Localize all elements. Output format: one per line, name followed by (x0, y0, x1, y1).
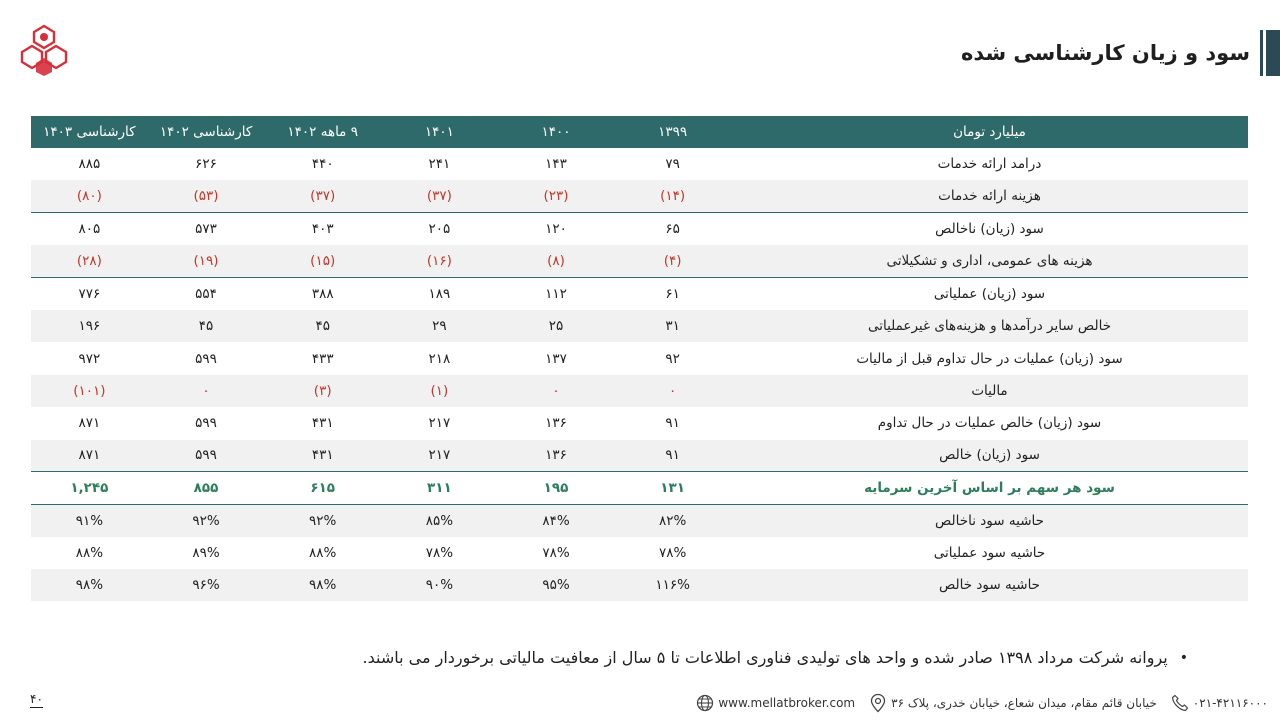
cell: ۷۸% (542, 544, 570, 561)
cell: ۹۱ (614, 440, 731, 472)
header-1399: ۱۳۹۹ (658, 124, 688, 140)
cell: (۱۴) (614, 180, 731, 212)
cell: ۸۷۱ (78, 415, 101, 432)
footnote-text: پروانه شرکت مرداد ۱۳۹۸ صادر شده و واحد های تولیدی فناوری اطلاعات تا ۵ سال از معافیت مالیاتی برخوردار می باشند. (362, 648, 1168, 667)
cell: (۳۷) (381, 180, 498, 212)
table-row (31, 148, 1248, 180)
cell: ۱,۲۴۵ (31, 472, 148, 504)
cell: ۱۳۶ (498, 440, 615, 472)
cell: ۳۱ (665, 318, 680, 335)
cell: ۹۸% (309, 577, 337, 594)
cell: (۲۳) (498, 180, 615, 212)
cell: ۱۳۱ (614, 472, 731, 504)
cell: ۳۸۸ (311, 286, 334, 302)
row-label: سود (زیان) خالص (731, 440, 1248, 472)
row-label: سود (زیان) عملیات در حال تداوم قبل از مالیات (856, 350, 1123, 367)
row-label: درامد ارائه خدمات (937, 156, 1042, 173)
table-row (31, 375, 1248, 407)
row-label: سود (زیان) خالص عملیات در حال تداوم (877, 415, 1102, 432)
cell: ۶۵ (665, 221, 680, 238)
cell: (۲۸) (31, 245, 148, 277)
row-label: هزینه ارائه خدمات (731, 180, 1248, 212)
cell: ۹۷۲ (78, 350, 101, 367)
cell: ۷۸% (659, 544, 687, 561)
cell: ۱۴۳ (545, 156, 567, 173)
cell: ۷۹ (665, 156, 680, 173)
phone-item (1171, 694, 1268, 712)
website-link[interactable]: www.mellatbroker.com (718, 696, 856, 710)
table-row (31, 310, 1248, 342)
cell: (۳) (313, 382, 332, 399)
cell: ۵۹۹ (195, 415, 217, 432)
header-est-1402: کارشناسی ۱۴۰۲ (159, 124, 253, 140)
footnote (363, 648, 1189, 667)
cell: ۱۱۶% (655, 577, 690, 594)
cell: ۸۲% (659, 512, 687, 529)
cell: ۸۸۵ (78, 156, 101, 173)
cell: ۲۵ (548, 318, 564, 335)
cell: ۴۵ (315, 318, 330, 335)
page-title: سود و زیان کارشناسی شده (960, 41, 1250, 65)
cell: ۴۴۰ (311, 156, 334, 173)
cell: (۳۷) (264, 180, 381, 212)
address-item (869, 693, 1157, 713)
cell: ۸۴% (542, 512, 570, 529)
cell: ۰ (202, 382, 210, 399)
profit-loss-table (31, 116, 1248, 601)
cell: ۵۹۹ (148, 440, 265, 472)
cell: ۸۵% (425, 512, 454, 529)
cell: ۲۱۷ (381, 440, 498, 472)
cell: ۱۲۰ (545, 221, 567, 238)
cell: ۸۰۵ (78, 221, 101, 238)
cell: (۵۳) (148, 180, 265, 212)
cell: ۶۱۵ (264, 472, 381, 504)
cell: ۸۸% (75, 544, 104, 561)
cell: ۷۷۶ (78, 286, 101, 302)
title-block (961, 30, 1280, 76)
table-row (31, 407, 1248, 439)
table-row (31, 180, 1248, 212)
cell: ۴۰۳ (311, 221, 334, 238)
cell: ۱۳۶ (545, 415, 567, 432)
cell: ۲۱۸ (428, 350, 451, 367)
cell: ۹۲ (665, 350, 680, 367)
cell: ۱۱۲ (545, 286, 567, 302)
cell: ۹۲% (192, 512, 220, 529)
cell: (۱۶) (381, 245, 498, 277)
table-row (31, 504, 1248, 536)
cell: ۰ (552, 382, 560, 399)
cell: ۲۱۷ (428, 415, 451, 432)
header-1401: ۱۴۰۱ (424, 124, 454, 140)
row-label: سود (زیان) عملیاتی (933, 286, 1046, 302)
cell: ۰ (669, 382, 677, 399)
globe-icon (696, 694, 714, 712)
cell: ۸۷۱ (31, 440, 148, 472)
row-label: حاشیه سود عملیاتی (933, 544, 1046, 561)
cell: ۱۸۹ (428, 286, 451, 302)
cell: ۳۱۱ (381, 472, 498, 504)
table-row (31, 342, 1248, 374)
cell: ۱۹۵ (498, 472, 615, 504)
header-unit: میلیارد تومان (953, 124, 1026, 140)
cell: ۹۱% (75, 512, 104, 529)
table-row (31, 213, 1248, 245)
cell: ۲۴۱ (428, 156, 451, 173)
cell: ۵۷۳ (195, 221, 217, 238)
cell: (۱۰۱) (73, 382, 106, 399)
cell: ۹۱ (665, 415, 680, 432)
logo-icon (20, 24, 68, 76)
cell: ۲۰۵ (428, 221, 451, 238)
cell: ۲۹ (432, 318, 447, 335)
row-label: خالص سایر درآمدها و هزینه‌های غیرعملیاتی (867, 318, 1112, 335)
title-accent-bar (1266, 30, 1280, 76)
phone-icon (1171, 694, 1189, 712)
cell: ۴۳۳ (311, 350, 334, 367)
cell: ۷۸% (425, 544, 454, 561)
cell: (۴) (614, 245, 731, 277)
website-item[interactable] (696, 694, 855, 712)
cell: ۴۳۱ (311, 415, 334, 432)
cell: ۱۹۶ (78, 318, 101, 335)
table-row (31, 245, 1248, 277)
address-text: خیابان قائم مقام، میدان شعاع، خیابان خدری، پلاک ۳۶ (891, 696, 1157, 710)
table-row (31, 569, 1248, 601)
table-row (31, 537, 1248, 569)
cell: ۶۲۶ (195, 156, 217, 173)
cell: ۵۵۴ (195, 286, 217, 302)
row-label: حاشیه سود ناخالص (935, 512, 1044, 529)
row-label: سود (زیان) ناخالص (935, 221, 1044, 238)
cell: ۴۳۱ (264, 440, 381, 472)
row-label: هزینه های عمومی، اداری و تشکیلاتی (731, 245, 1248, 277)
cell: ۶۱ (665, 286, 680, 302)
cell: ۸۸% (309, 544, 337, 561)
row-label: مالیات (971, 382, 1008, 399)
cell: (۱) (430, 382, 449, 399)
cell: ۹۸% (75, 577, 104, 594)
cell: ۸۹% (192, 544, 220, 561)
cell: ۸۵۵ (148, 472, 265, 504)
cell: ۵۹۹ (195, 350, 217, 367)
header-9m-1402: ۹ ماهه ۱۴۰۲ (287, 124, 358, 140)
table-header-row (31, 116, 1248, 148)
cell: ۹۶% (192, 577, 220, 594)
cell: ۹۵% (542, 577, 570, 594)
table-row (31, 440, 1248, 472)
phone-text: ۰۲۱-۴۲۱۱۶۰۰۰ (1192, 696, 1268, 710)
page-number: ۴۰ (30, 692, 43, 706)
cell: ۹۲% (309, 512, 337, 529)
header-est-1403: کارشناسی ۱۴۰۳ (43, 124, 136, 140)
cell: ۹۰% (425, 577, 454, 594)
location-icon (869, 693, 887, 713)
row-label: سود هر سهم بر اساس آخرین سرمایه (731, 472, 1248, 504)
table-row-eps (31, 472, 1248, 504)
cell: (۸) (498, 245, 615, 277)
row-label: حاشیه سود خالص (938, 577, 1041, 594)
table-row (31, 278, 1248, 310)
cell: (۱۹) (148, 245, 265, 277)
cell: (۱۵) (264, 245, 381, 277)
cell: ۱۳۷ (545, 350, 567, 367)
header-1400: ۱۴۰۰ (541, 124, 571, 140)
cell: (۸۰) (31, 180, 148, 212)
cell: ۴۵ (198, 318, 214, 335)
bullet-icon: • (1179, 649, 1188, 666)
contact-footer (682, 693, 1268, 713)
